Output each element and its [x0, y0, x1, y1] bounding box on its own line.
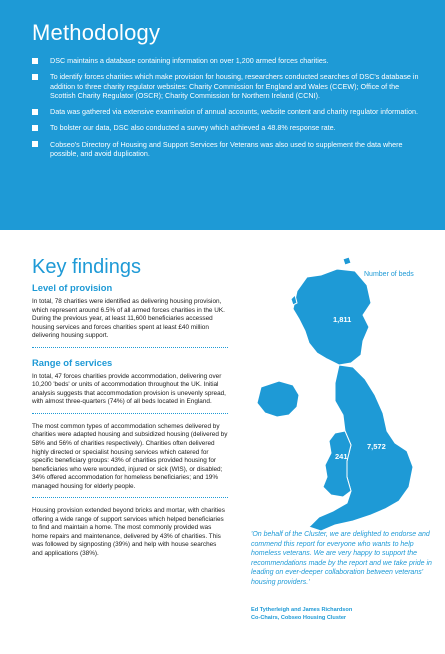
methodology-list — [32, 56, 424, 165]
map-region-wales — [323, 431, 351, 497]
bullet-square-icon — [32, 125, 38, 131]
quote-attribution — [251, 607, 433, 622]
range-of-services-paragraph: The most common types of accommodation schemes delivered by charities were adapted housing and subsidized housing (delivered by 58% and 56% of charities respectively). Charities often delivered highly directed or specialist housing services which catered for specific beneficiary groups: 43% of charities provided housing for beneficiaries who were wounded, injured or sick (WIS), or disabled; 34% offered accommodation for homeless beneficiaries; and 19% managed housing for elderly people. — [32, 422, 228, 490]
attribution-names: Ed Tytherleigh and James Richardson — [251, 607, 353, 613]
findings-text-column — [32, 282, 228, 565]
methodology-bullet — [32, 107, 424, 117]
section-divider — [32, 413, 228, 414]
bullet-square-icon — [32, 141, 38, 147]
level-of-provision-paragraph: In total, 78 charities were identified as delivering housing provision, which represent around 6.5% of all armed forces charities in the UK. During the previous year, at least 11,600 beneficiaries accessed housing services and forces charities spent at least £40 million delivering housing support. — [32, 298, 225, 340]
methodology-title: Methodology — [32, 20, 161, 45]
methodology-bullet — [32, 140, 424, 159]
map-value-scotland: 1,811 — [333, 315, 352, 324]
methodology-bullet-text: Data was gathered via extensive examination of annual accounts, website content and charity regulator information. — [50, 107, 418, 117]
map-legend-title: Number of beds — [364, 271, 414, 278]
methodology-bullet — [32, 56, 424, 66]
methodology-bullet-text: To identify forces charities which make provision for housing, researchers conducted searches of DSC's database in addition to three charity regulator websites: Charity Commission for England and Wales (CCEW); Office of the Scottish Charity Regulator (OSCR); Charity Commission for Northern Ireland (CCNI). — [50, 72, 419, 101]
methodology-bullet — [32, 72, 424, 101]
map-region-northern-ireland — [257, 381, 299, 417]
key-findings-title: Key findings — [32, 256, 141, 278]
key-findings-section — [0, 230, 445, 654]
methodology-bullet-text: Cobseo's Directory of Housing and Support Services for Veterans was also used to supplement the data where possible, and avoid duplication. — [50, 139, 403, 159]
methodology-section — [0, 0, 445, 230]
map-value-northern-ireland: 183 — [279, 374, 292, 383]
map-value-england: 7,572 — [367, 442, 386, 451]
range-of-services-heading: Range of services — [32, 356, 113, 368]
attribution-role: Co-Chairs, Cobseo Housing Cluster — [251, 614, 347, 621]
range-of-services-paragraph: Housing provision extended beyond bricks and mortar, with charities offering a wide range of support services which helped beneficiaries to find and maintain a home. The most commonly provided was home repairs and maintenance, delivered by 43% of charities. This was followed by signposting (39%) and help with house searches and applications (38%). — [32, 507, 225, 558]
map-value-wales: 241 — [335, 452, 348, 461]
bullet-square-icon — [32, 58, 38, 64]
map-region-scotland — [293, 269, 371, 365]
level-of-provision-heading: Level of provision — [32, 282, 113, 293]
methodology-bullet-text: DSC maintains a database containing information on over 1,200 armed forces charities. — [50, 56, 329, 65]
bullet-square-icon — [32, 109, 38, 115]
bullet-square-icon — [32, 74, 38, 80]
uk-beds-map — [235, 255, 445, 555]
section-divider — [32, 347, 228, 348]
range-of-services-paragraph: In total, 47 forces charities provide accommodation, delivering over 10,200 'beds' or units of accommodation throughout the UK. Initial analysis suggests that accommodation provision is unevenly spread, with almost three-quarters (74%) of all beds located in England. — [32, 372, 226, 406]
section-divider — [32, 497, 228, 498]
map-region-england — [309, 365, 413, 531]
endorsement-quote: 'On behalf of the Cluster, we are delighted to endorse and commend this report for everyone who wants to help homeless veterans. We are very happy to support the recommendations made by the report and we take pride in leading on ever-deeper collaboration between veterans' housing providers.' — [251, 531, 432, 586]
methodology-bullet-text: To bolster our data, DSC also conducted a survey which achieved a 48.8% response rate. — [50, 123, 336, 133]
methodology-bullet — [32, 123, 424, 133]
